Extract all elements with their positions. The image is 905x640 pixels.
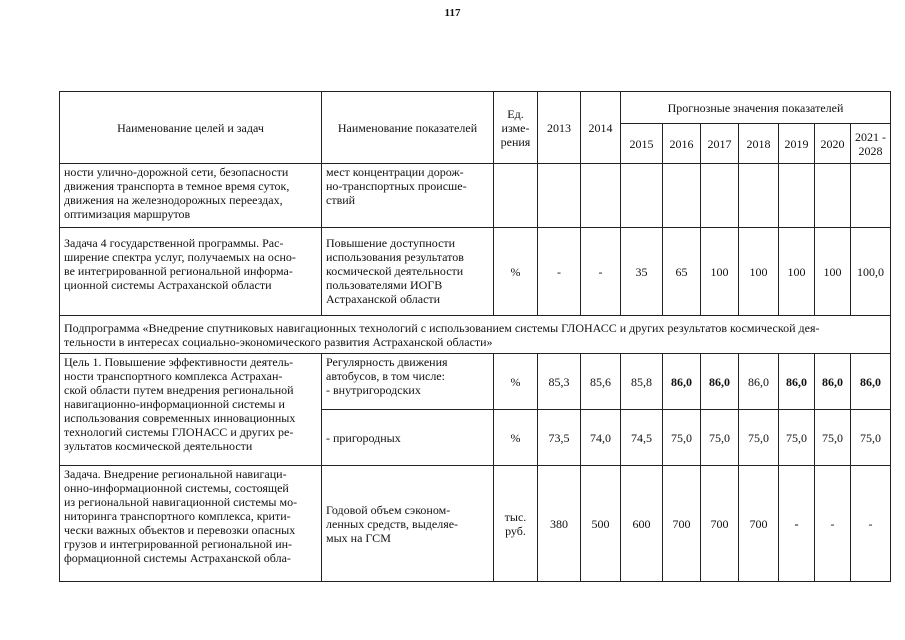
indicator-cell: Регулярность движения автобусов, в том числе: - внутригородских	[322, 354, 494, 410]
indicator-cell: - пригородных	[322, 410, 494, 466]
goal-cell: ности улично-дорожной сети, безопасности движения транспорта в темное время суток, движения на железнодорожных переездах, оптимизация маршрутов	[60, 164, 322, 228]
value-2019: 86,0	[779, 354, 815, 410]
value-2013: -	[538, 228, 581, 316]
value-2021-2028: -	[851, 466, 891, 582]
header-year-2016: 2016	[663, 124, 701, 164]
indicator-cell: Повышение доступности использования результатов космической деятельности пользователями ИОГВ Астраханской области	[322, 228, 494, 316]
header-year-2018: 2018	[739, 124, 779, 164]
subprogram-row	[60, 316, 891, 354]
goal-cell: Задача. Внедрение региональной навигаци- онно-информационной системы, состоящей из региональной навигационной системы мо- ниторинга транспортного комплекса, крити- чески важных объектов и перевозки опасных грузов и интегрированной региональной ин- формационной системы Астраханской обла-	[60, 466, 322, 582]
value-2017: 75,0	[701, 410, 739, 466]
indicator-cell: мест концентрации дорож- но-транспортных происше- ствий	[322, 164, 494, 228]
value-2018: 100	[739, 228, 779, 316]
value-2019: 100	[779, 228, 815, 316]
value-2016: 86,0	[663, 354, 701, 410]
header-year-2013: 2013	[538, 92, 581, 164]
value-2015: 74,5	[621, 410, 663, 466]
value-2018: 75,0	[739, 410, 779, 466]
unit-cell: %	[494, 410, 538, 466]
value-2014: -	[581, 228, 621, 316]
value-2019: 75,0	[779, 410, 815, 466]
header-year-2014: 2014	[581, 92, 621, 164]
unit-cell: тыс. руб.	[494, 466, 538, 582]
value-2019: -	[779, 466, 815, 582]
header-unit: Ед. изме- рения	[494, 92, 538, 164]
value-2021-2028: 100,0	[851, 228, 891, 316]
value-2021-2028: 75,0	[851, 410, 891, 466]
value-2013: 73,5	[538, 410, 581, 466]
value-2015: 600	[621, 466, 663, 582]
unit-cell: %	[494, 228, 538, 316]
value-2020: -	[815, 466, 851, 582]
header-forecast: Прогнозные значения показателей	[621, 92, 891, 124]
header-indicators: Наименование показателей	[322, 92, 494, 164]
header-year-2015: 2015	[621, 124, 663, 164]
value-2015: 35	[621, 228, 663, 316]
value-2018: 86,0	[739, 354, 779, 410]
value-2014: 500	[581, 466, 621, 582]
table-row	[60, 354, 891, 410]
value-2020: 86,0	[815, 354, 851, 410]
value-2014: 74,0	[581, 410, 621, 466]
value-2014: 85,6	[581, 354, 621, 410]
header-year-2021-2028: 2021 - 2028	[851, 124, 891, 164]
indicator-cell: Годовой объем сэконом- ленных средств, выделяе- мых на ГСМ	[322, 466, 494, 582]
table-row	[60, 164, 891, 228]
value-2017: 100	[701, 228, 739, 316]
value-2016: 700	[663, 466, 701, 582]
value-2017: 86,0	[701, 354, 739, 410]
value-2013: 85,3	[538, 354, 581, 410]
value-2020: 100	[815, 228, 851, 316]
header-year-2017: 2017	[701, 124, 739, 164]
header-year-2020: 2020	[815, 124, 851, 164]
table-row	[60, 228, 891, 316]
value-2013: 380	[538, 466, 581, 582]
indicator-table	[59, 91, 891, 582]
value-2016: 75,0	[663, 410, 701, 466]
value-2020: 75,0	[815, 410, 851, 466]
page-number: 117	[444, 7, 461, 19]
value-2018: 700	[739, 466, 779, 582]
goal-cell: Задача 4 государственной программы. Рас- ширение спектра услуг, получаемых на осно- ве интегрированной региональной информа- ционной системы Астраханской области	[60, 228, 322, 316]
header-year-2019: 2019	[779, 124, 815, 164]
goal-cell: Цель 1. Повышение эффективности деятель- ности транспортного комплекса Астрахан- ской области путем внедрения региональной навигационно-информационной системы и использования современных инновационных технологий системы ГЛОНАСС и других ре- зультатов космической деятельности	[60, 354, 322, 466]
value-2021-2028: 86,0	[851, 354, 891, 410]
subprogram-title: Подпрограмма «Внедрение спутниковых навигационных технологий с использованием системы ГЛОНАСС и других результатов космической дея- тельности в интересах социально-экономического развития Астраханской области»	[60, 316, 891, 354]
unit-cell: %	[494, 354, 538, 410]
header-goals: Наименование целей и задач	[60, 92, 322, 164]
value-2015: 85,8	[621, 354, 663, 410]
value-2017: 700	[701, 466, 739, 582]
value-2016: 65	[663, 228, 701, 316]
table-row	[60, 466, 891, 582]
